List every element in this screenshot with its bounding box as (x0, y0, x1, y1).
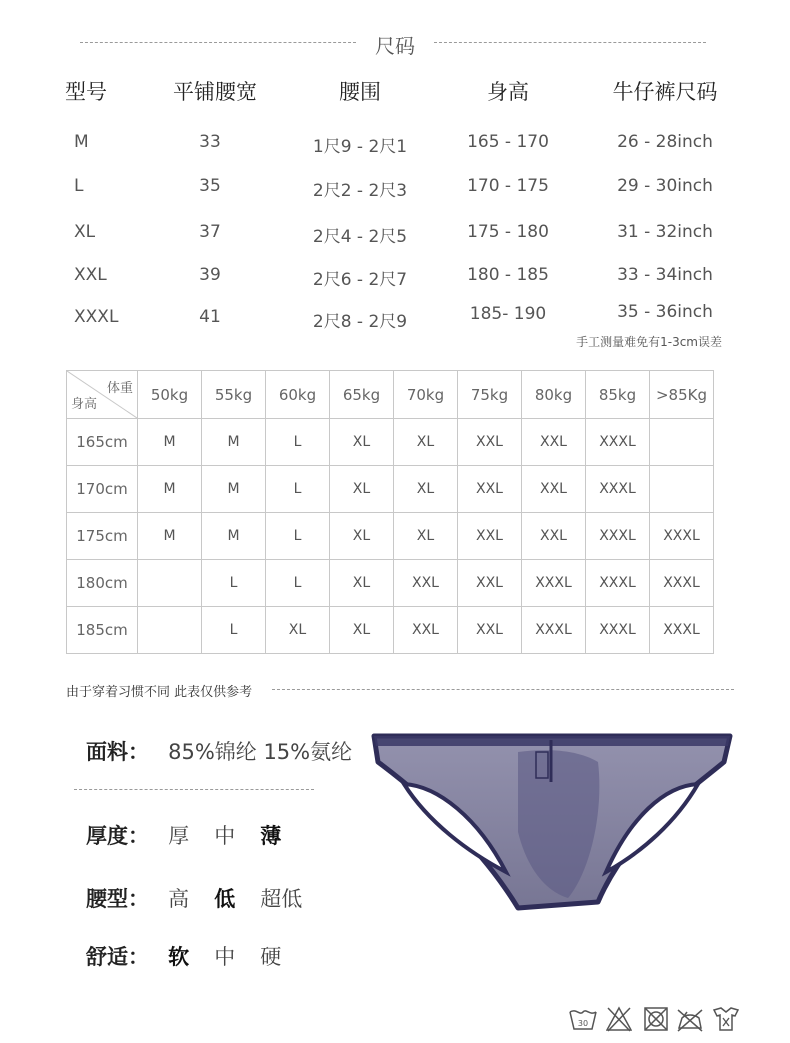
size-row-jeans: 35 - 36inch (617, 302, 713, 322)
size-row-jeans: 26 - 28inch (617, 132, 713, 152)
size-cell: XXL (458, 607, 522, 654)
measurement-note: 手工测量难免有1-3cm误差 (576, 335, 722, 349)
size-cell (650, 419, 714, 466)
waist-option-ultra-low: 超低 (260, 887, 303, 911)
thickness-option-medium: 中 (214, 824, 236, 848)
size-cell: XXL (458, 466, 522, 513)
wash-temp-label: 30 (577, 1019, 589, 1028)
comfort-option-medium: 中 (214, 945, 236, 969)
table-row (67, 607, 714, 654)
size-cell: L (266, 419, 330, 466)
size-cell: L (202, 607, 266, 654)
footnote-divider (272, 689, 734, 690)
size-cell: XXXL (586, 513, 650, 560)
size-cell: M (202, 513, 266, 560)
thickness-option-thin: 薄 (260, 824, 282, 848)
size-cell: XXXL (522, 560, 586, 607)
height-header: 170cm (67, 466, 138, 513)
size-row-flat-waist: 39 (199, 265, 221, 285)
size-row-height: 170 - 175 (467, 176, 549, 196)
fabric-value: 85%锦纶 15%氨纶 (168, 740, 353, 764)
table-corner-cell (67, 371, 138, 419)
wash-30-icon (568, 1006, 598, 1032)
size-cell: XXXL (586, 607, 650, 654)
size-row-flat-waist: 37 (199, 222, 221, 242)
size-cell: XL (266, 607, 330, 654)
size-row-model: XXXL (74, 307, 119, 327)
weight-header: 85kg (586, 371, 650, 419)
size-row-jeans: 31 - 32inch (617, 222, 713, 242)
size-cell: L (266, 513, 330, 560)
weight-header: 50kg (138, 371, 202, 419)
size-cell: XXL (458, 513, 522, 560)
header-waist: 腰围 (339, 80, 381, 104)
height-header: 185cm (67, 607, 138, 654)
care-icon-wash-30 (568, 1006, 598, 1032)
care-icon-no-bleach (606, 1006, 632, 1032)
size-cell: XXL (522, 513, 586, 560)
size-cell: XXL (394, 607, 458, 654)
size-row-height: 185- 190 (469, 304, 547, 324)
header-flat-waist: 平铺腰宽 (173, 80, 257, 104)
comfort-option-soft: 软 (168, 945, 190, 969)
comfort-row (86, 941, 281, 971)
waist-type-row (86, 883, 302, 913)
table-row (67, 513, 714, 560)
weight-header: 80kg (522, 371, 586, 419)
fabric-row (86, 736, 352, 766)
size-cell: L (266, 466, 330, 513)
size-row-model: XL (74, 222, 96, 242)
size-cell (138, 560, 202, 607)
size-row-jeans: 33 - 34inch (617, 265, 713, 285)
size-cell: XXXL (650, 560, 714, 607)
size-cell: XL (330, 607, 394, 654)
no-tumble-dry-icon (643, 1006, 669, 1032)
size-cell: M (138, 513, 202, 560)
header-model: 型号 (65, 80, 107, 104)
size-cell: L (202, 560, 266, 607)
size-cell: XL (394, 513, 458, 560)
size-row-height: 165 - 170 (467, 132, 549, 152)
header-jeans-size: 牛仔裤尺码 (612, 80, 718, 104)
corner-weight-label: 体重 (106, 381, 133, 396)
waist-type-label: 腰型： (86, 887, 149, 911)
size-cell: XXL (522, 466, 586, 513)
size-cell: XL (330, 419, 394, 466)
no-bleach-icon (606, 1006, 632, 1032)
height-header: 165cm (67, 419, 138, 466)
fabric-label: 面料： (86, 740, 149, 764)
size-row-model: L (74, 176, 84, 196)
waist-option-low: 低 (214, 887, 236, 911)
care-icon-no-iron (676, 1006, 704, 1032)
size-cell: XXXL (650, 513, 714, 560)
size-row-model: XXL (74, 265, 107, 285)
weight-header: >85Kg (650, 371, 714, 419)
size-row-waist: 2尺2 - 2尺3 (312, 181, 408, 201)
thickness-option-thick: 厚 (168, 824, 190, 848)
waist-option-high: 高 (168, 887, 190, 911)
table-row (67, 560, 714, 607)
size-row-flat-waist: 41 (199, 307, 221, 327)
table-header-row (67, 371, 714, 419)
size-row-waist: 2尺8 - 2尺9 (312, 312, 408, 332)
size-cell: M (202, 419, 266, 466)
size-cell: XL (394, 466, 458, 513)
size-cell: L (266, 560, 330, 607)
weight-header: 55kg (202, 371, 266, 419)
size-row-waist: 1尺9 - 2尺1 (312, 137, 408, 157)
size-cell: XXL (394, 560, 458, 607)
reference-footnote: 由于穿着习惯不同 此表仅供参考 (66, 685, 253, 700)
comfort-label: 舒适： (86, 945, 149, 969)
size-cell: XXL (458, 419, 522, 466)
thickness-label: 厚度： (86, 824, 149, 848)
weight-header: 65kg (330, 371, 394, 419)
product-image (368, 722, 736, 918)
care-icon-no-tumble-dry (643, 1006, 669, 1032)
size-row-model: M (74, 132, 89, 152)
size-cell: XXL (458, 560, 522, 607)
no-iron-icon (676, 1006, 704, 1032)
size-cell (650, 466, 714, 513)
height-header: 180cm (67, 560, 138, 607)
size-cell: XXXL (586, 560, 650, 607)
corner-height-label: 身高 (71, 397, 98, 412)
header-height: 身高 (487, 80, 529, 104)
size-cell: M (138, 466, 202, 513)
size-cell (138, 607, 202, 654)
size-cell: XL (330, 513, 394, 560)
table-row (67, 466, 714, 513)
size-cell: XL (330, 560, 394, 607)
size-row-height: 175 - 180 (467, 222, 549, 242)
weight-height-table (66, 370, 714, 654)
size-row-flat-waist: 33 (199, 132, 221, 152)
size-cell: XL (330, 466, 394, 513)
comfort-option-hard: 硬 (260, 945, 282, 969)
care-icon-hang-dry (712, 1006, 740, 1032)
size-row-jeans: 29 - 30inch (617, 176, 713, 196)
title-divider-right (434, 42, 706, 43)
weight-header: 60kg (266, 371, 330, 419)
size-cell: XXL (522, 419, 586, 466)
size-row-height: 180 - 185 (467, 265, 549, 285)
size-cell: XXXL (522, 607, 586, 654)
spec-divider (74, 789, 314, 790)
thickness-row (86, 820, 281, 850)
hang-dry-icon (712, 1006, 740, 1032)
size-cell: XXXL (586, 466, 650, 513)
size-cell: XXXL (650, 607, 714, 654)
size-section-title: 尺码 (375, 34, 415, 58)
size-row-flat-waist: 35 (199, 176, 221, 196)
size-cell: M (202, 466, 266, 513)
size-row-waist: 2尺4 - 2尺5 (312, 227, 408, 247)
weight-header: 75kg (458, 371, 522, 419)
size-row-waist: 2尺6 - 2尺7 (312, 270, 408, 290)
height-header: 175cm (67, 513, 138, 560)
weight-header: 70kg (394, 371, 458, 419)
table-row (67, 419, 714, 466)
size-cell: M (138, 419, 202, 466)
size-cell: XL (394, 419, 458, 466)
size-cell: XXXL (586, 419, 650, 466)
